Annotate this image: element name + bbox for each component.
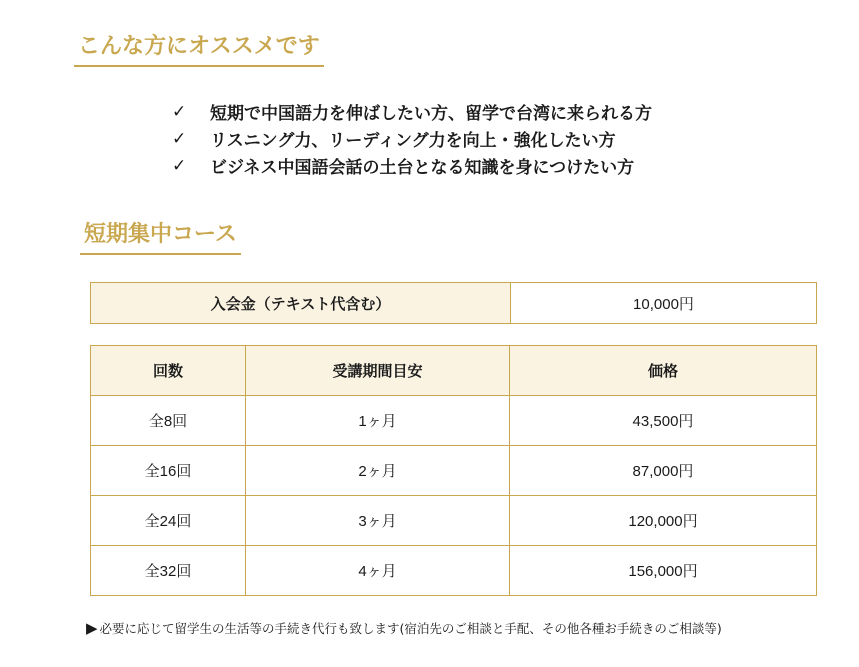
table-row	[91, 496, 817, 546]
table-cell: 全24回	[91, 496, 246, 546]
table-cell: 3ヶ月	[246, 496, 510, 546]
table-cell: 全32回	[91, 546, 246, 596]
table-cell: 87,000円	[510, 446, 817, 496]
course-heading: 短期集中コース	[80, 220, 241, 255]
recommend-list	[172, 98, 652, 179]
table-cell: 1ヶ月	[246, 396, 510, 446]
table-cell: 156,000円	[510, 546, 817, 596]
footnote-text: 必要に応じて留学生の生活等の手続き代行も致します(宿泊先のご相談と手配、その他各種お手続きのご相談等)	[99, 621, 722, 636]
list-item-text: リスニング力、リーディング力を向上・強化したい方	[210, 131, 616, 151]
table-row	[91, 283, 817, 324]
column-header: 受講期間目安	[246, 346, 510, 396]
table-cell: 全8回	[91, 396, 246, 446]
column-header: 価格	[510, 346, 817, 396]
footnote	[86, 619, 722, 637]
check-icon: ✓	[172, 101, 187, 122]
table-cell: 全16回	[91, 446, 246, 496]
list-item-text: 短期で中国語力を伸ばしたい方、留学で台湾に来られる方	[210, 104, 652, 124]
table-cell: 120,000円	[510, 496, 817, 546]
list-item	[172, 152, 652, 179]
fee-label: 入会金（テキスト代含む）	[91, 283, 511, 324]
fee-value: 10,000円	[511, 283, 817, 324]
table-cell: 43,500円	[510, 396, 817, 446]
table-row	[91, 446, 817, 496]
price-table	[90, 345, 817, 596]
list-item	[172, 125, 652, 152]
enrollment-fee-table	[90, 282, 817, 324]
triangle-right-icon: ▶	[86, 619, 98, 637]
table-cell: 4ヶ月	[246, 546, 510, 596]
table-row	[91, 396, 817, 446]
table-cell: 2ヶ月	[246, 446, 510, 496]
check-icon: ✓	[172, 155, 187, 176]
list-item-text: ビジネス中国語会話の土台となる知識を身につけたい方	[210, 158, 635, 178]
recommend-heading: こんな方にオススメです	[74, 32, 324, 67]
column-header: 回数	[91, 346, 246, 396]
table-row	[91, 546, 817, 596]
list-item	[172, 98, 652, 125]
check-icon: ✓	[172, 128, 187, 149]
table-header-row	[91, 346, 817, 396]
